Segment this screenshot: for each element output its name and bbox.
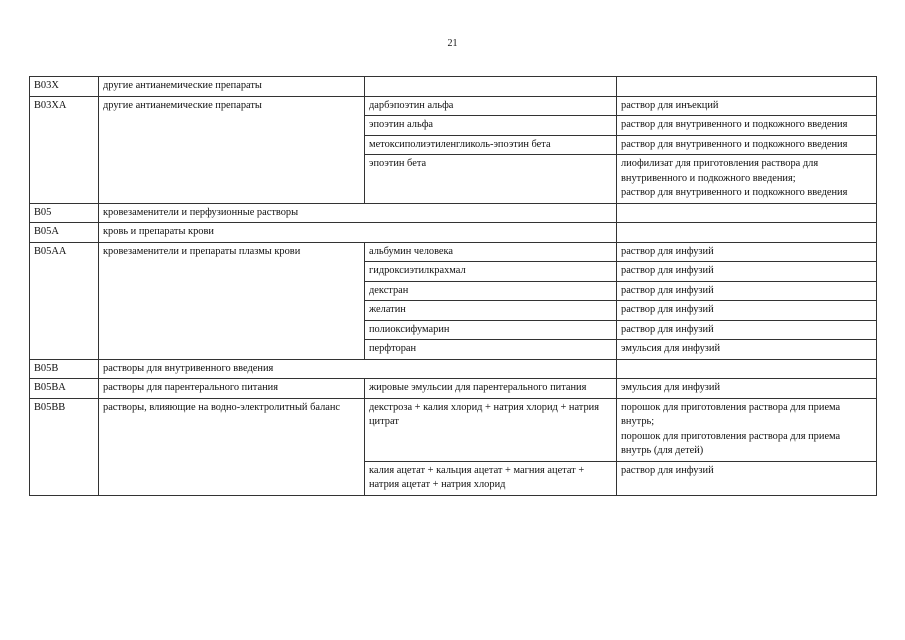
dosage-form	[617, 320, 877, 340]
dosage-form-line: порошок для приготовления раствора для приема внутрь;	[621, 401, 841, 427]
dosage-form	[617, 116, 877, 136]
dosage-form-line: раствор для инфузий	[621, 245, 714, 257]
dosage-form	[617, 155, 877, 204]
atc-code: B03X	[30, 77, 99, 97]
dosage-form	[617, 96, 877, 116]
dosage-form-line: раствор для инфузий	[621, 265, 714, 276]
atc-code: B05	[30, 203, 99, 223]
dosage-form-line: эмульсия для инфузий	[621, 382, 721, 393]
drug-name: желатин	[365, 301, 617, 321]
dosage-form	[617, 262, 877, 282]
dosage-form	[617, 359, 877, 379]
dosage-form-line: порошок для приготовления раствора для приема внутрь (для детей)	[621, 430, 841, 456]
dosage-form-line: раствор для внутривенного и подкожного введения	[621, 119, 848, 130]
dosage-form-line: раствор для инъекций	[621, 99, 719, 111]
dosage-form-line: эмульсия для инфузий	[621, 343, 721, 354]
group-name: растворы для внутривенного введения	[99, 359, 617, 379]
drug-name: перфторан	[365, 340, 617, 360]
drug-name: полиоксифумарин	[365, 320, 617, 340]
atc-code: B05AA	[30, 242, 99, 359]
drug-name: декстроза + калия хлорид + натрия хлорид + натрия цитрат	[365, 398, 617, 461]
group-name: другие антианемические препараты	[99, 77, 365, 97]
dosage-form	[617, 398, 877, 461]
dosage-form	[617, 223, 877, 243]
group-name: кровезаменители и препараты плазмы крови	[99, 242, 365, 359]
dosage-form	[617, 135, 877, 155]
table-row	[30, 398, 877, 461]
atc-code: B03XA	[30, 96, 99, 203]
atc-code: B05BA	[30, 379, 99, 399]
dosage-form-line: раствор для инфузий	[621, 464, 714, 476]
dosage-form-line: лиофилизат для приготовления раствора для внутривенного и подкожного введения;	[621, 158, 819, 184]
group-name: другие антианемические препараты	[99, 96, 365, 203]
dosage-form-line: раствор для инфузий	[621, 323, 714, 335]
table-row	[30, 203, 877, 223]
table-row	[30, 242, 877, 262]
drug-name: дарбэпоэтин альфа	[365, 96, 617, 116]
table-row	[30, 379, 877, 399]
drug-classification-table	[29, 76, 877, 496]
group-name: кровезаменители и перфузионные растворы	[99, 203, 617, 223]
dosage-form	[617, 242, 877, 262]
dosage-form-line: раствор для внутривенного и подкожного введения	[621, 138, 848, 150]
dosage-form	[617, 281, 877, 301]
drug-name: эпоэтин альфа	[365, 116, 617, 136]
group-name: растворы для парентерального питания	[99, 379, 365, 399]
table-row	[30, 223, 877, 243]
group-name: растворы, влияющие на водно-электролитный баланс	[99, 398, 365, 495]
page-number: 21	[447, 38, 458, 49]
drug-name: эпоэтин бета	[365, 155, 617, 204]
drug-name: декстран	[365, 281, 617, 301]
table-row	[30, 359, 877, 379]
drug-name	[365, 77, 617, 97]
dosage-form-line: раствор для внутривенного и подкожного введения	[621, 187, 848, 198]
drug-name: метоксиполиэтиленгликоль-эпоэтин бета	[365, 135, 617, 155]
dosage-form	[617, 77, 877, 97]
drug-name: гидроксиэтилкрахмал	[365, 262, 617, 282]
drug-name: жировые эмульсии для парентерального питания	[365, 379, 617, 399]
dosage-form	[617, 379, 877, 399]
atc-code: B05A	[30, 223, 99, 243]
dosage-form	[617, 301, 877, 321]
dosage-form	[617, 203, 877, 223]
table-row	[30, 77, 877, 97]
atc-code: B05B	[30, 359, 99, 379]
dosage-form-line: раствор для инфузий	[621, 304, 714, 315]
group-name: кровь и препараты крови	[99, 223, 617, 243]
dosage-form	[617, 461, 877, 495]
dosage-form	[617, 340, 877, 360]
drug-name: калия ацетат + кальция ацетат + магния ацетат + натрия ацетат + натрия хлорид	[365, 461, 617, 495]
atc-code: B05BB	[30, 398, 99, 495]
table-row	[30, 96, 877, 116]
dosage-form-line: раствор для инфузий	[621, 284, 714, 296]
drug-name: альбумин человека	[365, 242, 617, 262]
